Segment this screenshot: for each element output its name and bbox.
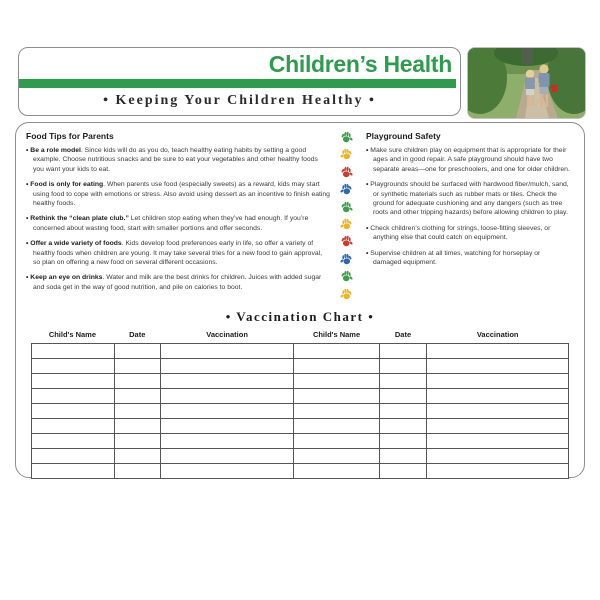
handprint-icon bbox=[340, 252, 353, 269]
food-tips-heading: Food Tips for Parents bbox=[26, 131, 114, 141]
vaccination-table-cell bbox=[379, 374, 426, 389]
food-tip-lead: Be a role model bbox=[30, 147, 81, 154]
vaccination-table-cell bbox=[294, 374, 380, 389]
handprint-icon bbox=[340, 165, 353, 182]
food-tip-item bbox=[26, 146, 330, 174]
handprint-icon bbox=[340, 130, 353, 147]
vaccination-table-cell bbox=[161, 359, 294, 374]
vaccination-table-cell bbox=[32, 464, 115, 479]
vaccination-table-cell bbox=[114, 434, 161, 449]
vaccination-table-cell bbox=[294, 419, 380, 434]
handprint-icon bbox=[340, 217, 353, 234]
playground-safety-item: • Check children’s clothing for strings, loose-fitting sleeves, or anything else that could catch on equipment. bbox=[366, 224, 570, 243]
food-tip-text: Let children stop eating when they’ve had enough. If you’re concerned about wasting food, start with smaller portions and offer seconds. bbox=[33, 215, 309, 232]
vaccination-table-cell bbox=[294, 344, 380, 359]
vaccination-table-cell bbox=[426, 344, 568, 359]
vaccination-table-cell bbox=[161, 389, 294, 404]
handprint-icon bbox=[340, 147, 353, 164]
vaccination-table-cell bbox=[32, 419, 115, 434]
two-column-area bbox=[16, 129, 584, 304]
food-tips-section bbox=[16, 129, 334, 304]
food-tip-lead: Keep an eye on drinks bbox=[30, 274, 103, 282]
vaccination-table-cell bbox=[426, 389, 568, 404]
vaccination-table-cell bbox=[161, 419, 294, 434]
vaccination-table-cell bbox=[32, 434, 115, 449]
playground-safety-item: • Supervise children at all times, watching for horseplay or damaged equipment. bbox=[366, 249, 570, 268]
handprint-icon bbox=[340, 182, 353, 199]
playground-safety-item: • Playgrounds should be surfaced with hardwood fiber/mulch, sand, or synthetic materials such as rubber mats or tiles. Check the ground for adequate cushioning and any dangers (such as tree roots and other tripping hazards) before allowing children to play. bbox=[366, 180, 570, 218]
vaccination-table-cell bbox=[379, 434, 426, 449]
vaccination-table-cell bbox=[32, 404, 115, 419]
tagline: • Keeping Your Children Healthy • bbox=[103, 93, 376, 108]
food-tip-text: . When parents use food (especially sweets) as a reward, kids may start using food to cope with emotions or stress. Also avoid using dessert as an incentive to finish eating healthy foods. bbox=[33, 181, 330, 208]
vaccination-table-row bbox=[32, 464, 569, 479]
vaccination-table-row bbox=[32, 419, 569, 434]
vaccination-table-cell bbox=[114, 344, 161, 359]
vaccination-table-cell bbox=[294, 464, 380, 479]
vaccination-table-cell bbox=[426, 449, 568, 464]
handprint-icon bbox=[340, 234, 353, 251]
food-tip-item bbox=[26, 239, 330, 267]
vaccination-table-row bbox=[32, 389, 569, 404]
vaccination-table-row bbox=[32, 404, 569, 419]
food-tip-lead: Offer a wide variety of foods bbox=[30, 240, 122, 248]
vaccination-table-cell bbox=[32, 449, 115, 464]
vaccination-table-cell bbox=[32, 389, 115, 404]
vaccination-table-cell bbox=[161, 404, 294, 419]
column-header-date: Date bbox=[394, 330, 412, 339]
vaccination-table-cell bbox=[379, 464, 426, 479]
vaccination-table-cell bbox=[114, 359, 161, 374]
handprint-icon bbox=[340, 200, 353, 217]
vaccination-table-cell bbox=[161, 449, 294, 464]
vaccination-table-body bbox=[32, 344, 569, 479]
vaccination-table-cell bbox=[294, 449, 380, 464]
vaccination-table-row bbox=[32, 449, 569, 464]
vaccination-table-cell bbox=[379, 344, 426, 359]
food-tip-lead: Rethink the “clean plate club.” bbox=[30, 215, 129, 223]
vaccination-table-cell bbox=[426, 434, 568, 449]
children-photo-illustration bbox=[468, 48, 585, 118]
vaccination-table-cell bbox=[426, 404, 568, 419]
food-tip-text: . Kids develop food preferences early in life, so offer a variety of healthy foods when children are young. It may take several tries for a new food to gain approval, so plan on offering a new food on several different occasions. bbox=[33, 240, 323, 267]
food-tip-item bbox=[26, 273, 330, 292]
food-tip-text: . Since kids will do as you do, teach healthy eating habits by setting a good example. Choose nutritious snacks and be sure to eat your vegetables and other healthy foods you want your kids to eat. bbox=[33, 147, 318, 173]
vaccination-table-cell bbox=[379, 389, 426, 404]
column-header-childs-name: Child's Name bbox=[48, 330, 97, 339]
children-photo bbox=[467, 47, 586, 119]
vaccination-table-cell bbox=[32, 344, 115, 359]
vaccination-table-cell bbox=[294, 389, 380, 404]
vaccination-chart-title: • Vaccination Chart • bbox=[225, 309, 375, 324]
vaccination-header-row bbox=[31, 330, 569, 339]
vaccination-table-cell bbox=[379, 449, 426, 464]
vaccination-table-cell bbox=[294, 404, 380, 419]
food-tip-lead: Food is only for eating bbox=[30, 181, 104, 189]
handprint-icon bbox=[340, 287, 353, 304]
vaccination-table-row bbox=[32, 359, 569, 374]
vaccination-table-cell bbox=[114, 404, 161, 419]
vaccination-table-cell bbox=[379, 404, 426, 419]
vaccination-table-cell bbox=[32, 374, 115, 389]
vaccination-table-cell bbox=[426, 419, 568, 434]
vaccination-table-cell bbox=[114, 389, 161, 404]
playground-safety-heading: Playground Safety bbox=[366, 131, 441, 141]
vaccination-table-row bbox=[32, 344, 569, 359]
header-box bbox=[18, 47, 461, 116]
vaccination-table-cell bbox=[426, 374, 568, 389]
food-tip-item bbox=[26, 214, 330, 233]
vaccination-table-cell bbox=[114, 449, 161, 464]
handprint-icon bbox=[340, 269, 353, 286]
green-divider-bar bbox=[19, 79, 456, 88]
vaccination-table-row bbox=[32, 374, 569, 389]
handprints-column bbox=[334, 129, 358, 304]
vaccination-table-cell bbox=[161, 434, 294, 449]
vaccination-table-cell bbox=[32, 359, 115, 374]
vaccination-table-cell bbox=[379, 419, 426, 434]
vaccination-table-cell bbox=[294, 359, 380, 374]
vaccination-table-row bbox=[32, 434, 569, 449]
food-tip-text: . Water and milk are the best drinks for children. Juices with added sugar and soda get in the way of good nutrition, and pile on calories to boot. bbox=[33, 274, 322, 291]
column-header-childs-name: Child's Name bbox=[312, 330, 361, 339]
vaccination-table bbox=[31, 343, 569, 479]
content-box bbox=[15, 122, 585, 478]
column-header-date: Date bbox=[129, 330, 146, 339]
column-header-vaccination: Vaccination bbox=[476, 330, 519, 339]
vaccination-table-cell bbox=[114, 419, 161, 434]
vaccination-table-cell bbox=[426, 359, 568, 374]
playground-safety-section bbox=[358, 129, 584, 304]
page-title: Children’s Health bbox=[268, 51, 452, 77]
food-tip-item bbox=[26, 180, 330, 208]
playground-safety-item: • Make sure children play on equipment that is appropriate for their ages and in good repair. A safe playground should have two separate areas—one for preschoolers, and one for older children. bbox=[366, 146, 570, 174]
vaccination-table-cell bbox=[161, 374, 294, 389]
vaccination-table-cell bbox=[161, 464, 294, 479]
vaccination-table-cell bbox=[161, 344, 294, 359]
vaccination-table-cell bbox=[294, 434, 380, 449]
vaccination-table-cell bbox=[114, 374, 161, 389]
vaccination-table-cell bbox=[114, 464, 161, 479]
vaccination-table-cell bbox=[379, 359, 426, 374]
column-header-vaccination: Vaccination bbox=[206, 330, 248, 339]
vaccination-table-cell bbox=[426, 464, 568, 479]
